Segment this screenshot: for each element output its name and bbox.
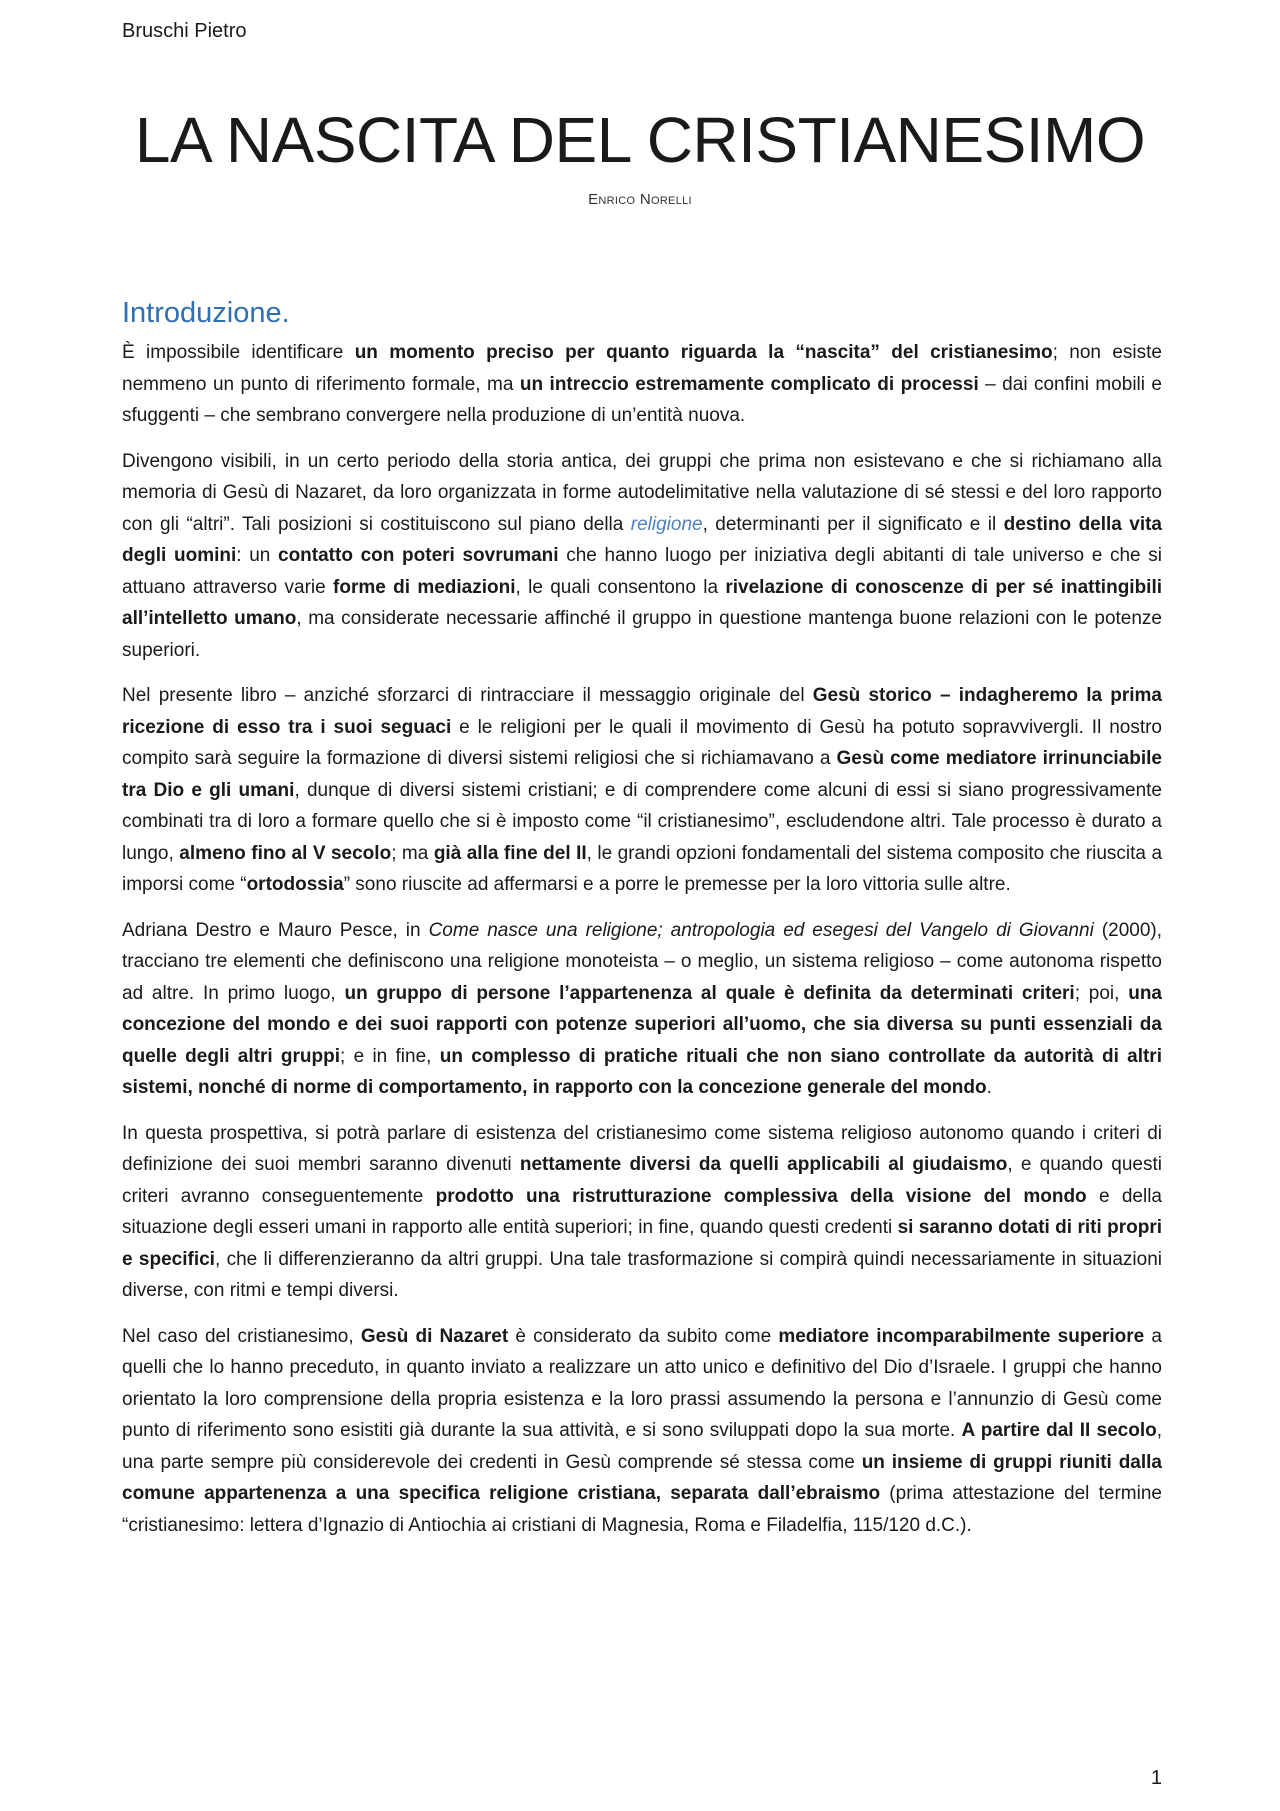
text-run: Nel presente libro – anziché sforzarci di rintracciare il messaggio originale del xyxy=(122,685,813,706)
bold-run: un gruppo di persone l’appartenenza al quale è definita da determinati criteri xyxy=(344,982,1075,1004)
text-run: Adriana Destro e Mauro Pesce, in xyxy=(122,919,429,941)
religione-link[interactable]: religione xyxy=(630,513,703,535)
text-run: è considerato da subito come xyxy=(508,1325,779,1347)
bold-run: Gesù come mediatore irrinunciabile tra Dio e gli umani xyxy=(122,748,1162,801)
text-run: e le religioni per le quali il movimento di Gesù ha potuto sopravvivergli. Il nostro compito sarà seguire la formazione di diversi sistemi religiosi che si richiamavano a xyxy=(122,716,1162,769)
text-run: e della situazione degli esseri umani in rapporto alle entità superiori; in fine, quando questi credenti xyxy=(122,1185,1162,1238)
bold-run: un momento preciso per quanto riguarda la “nascita” del cristianesimo xyxy=(354,342,1053,363)
bold-run: nettamente diversi da quelli applicabili al giudaismo xyxy=(519,1154,1008,1175)
bold-run: ortodossia xyxy=(246,874,344,895)
text-run: Divengono visibili, in un certo periodo della storia antica, dei gruppi che prima non esistevano e che si richiamano alla memoria di Gesù di Nazaret, da loro organizzata in forme autodelimitative nella valutazione di sé stessi e del loro rapporto con gli “altri”. Tali posizioni si costituiscono sul piano della xyxy=(122,450,1162,535)
italic-title: Come nasce una religione; antropologia ed esegesi del Vangelo di Giovanni xyxy=(428,919,1094,941)
text-run: ; e in fine, xyxy=(340,1045,440,1067)
text-run: , determinanti per il significato e il xyxy=(702,513,1004,535)
paragraph-4 xyxy=(122,915,1162,1104)
text-run: che hanno luogo per iniziativa degli abitanti di tale universo e che si attuano attraverso varie xyxy=(122,545,1162,598)
text-run: ; ma xyxy=(391,842,434,864)
bold-run: mediatore incomparabilmente superiore xyxy=(778,1325,1145,1347)
text-run: (2000), tracciano tre elementi che definiscono una religione monoteista – o meglio, un sistema religioso – come autonoma rispetto ad altre. In primo luogo, xyxy=(122,919,1162,1004)
page-number: 1 xyxy=(1150,1767,1162,1789)
bold-run: un insieme di gruppi riuniti dalla comune appartenenza a una specifica religione cristiana, separata dall’ebraismo xyxy=(122,1451,1162,1504)
bold-run: forme di mediazioni xyxy=(333,576,516,598)
bold-run: una concezione del mondo e dei suoi rapporti con potenze superiori all’uomo, che sia diversa su punti essenziali da quelle degli altri gruppi xyxy=(122,982,1162,1067)
bold-run: contatto con poteri sovrumani xyxy=(278,545,559,566)
bold-run: Gesù storico – indagheremo la prima ricezione di esso tra i suoi seguaci xyxy=(122,685,1162,738)
text-run: , che li differenzieranno da altri gruppi. Una tale trasformazione si compirà quindi necessariamente in situazioni diverse, con ritmi e tempi diversi. xyxy=(122,1248,1163,1301)
bold-run: rivelazione di conoscenze di per sé inattingibili all’intelletto umano xyxy=(122,576,1163,629)
text-run: . xyxy=(986,1077,992,1098)
section-heading: Introduzione. xyxy=(122,297,290,329)
bold-run: almeno fino al V secolo xyxy=(179,842,392,864)
text-run: a quelli che lo hanno preceduto, in quanto inviato a realizzare un atto unico e definitivo del Dio d’Israele. I gruppi che hanno orientato la loro comprensione della propria esistenza e la loro prassi assumendo la persona e l’annunzio di Gesù come punto di riferimento sono esistiti già durante la sua attività, e si sono sviluppati dopo la sua morte. xyxy=(122,1325,1162,1441)
bold-run: destino della vita degli uomini xyxy=(122,513,1163,566)
bold-run: un intreccio estremamente complicato di processi xyxy=(519,373,979,395)
bold-run: un complesso di pratiche rituali che non siano controllate da autorità di altri sistemi, nonché di norme di comportamento, in rapporto con la concezione generale del mondo xyxy=(122,1045,1162,1098)
bold-run: prodotto una ristrutturazione complessiva della visione del mondo xyxy=(435,1185,1087,1207)
text-run: Nel caso del cristianesimo, xyxy=(122,1325,361,1347)
text-run: : un xyxy=(236,545,278,566)
bold-run: si saranno dotati di riti propri e specifici xyxy=(122,1217,1162,1270)
paragraph-3 xyxy=(122,680,1162,901)
text-run: ; poi, xyxy=(1074,982,1129,1004)
document-title: LA NASCITA DEL CRISTIANESIMO xyxy=(134,104,1146,176)
text-run: , le quali consentono la xyxy=(515,576,726,598)
text-run: , ma considerate necessarie affinché il gruppo in questione mantenga buone relazioni con le potenze superiori. xyxy=(122,608,1163,661)
paragraph-5 xyxy=(122,1118,1162,1307)
text-run: ; non esiste nemmeno un punto di riferimento formale, ma xyxy=(122,342,1162,395)
text-run: , e quando questi criteri avranno conseguentemente xyxy=(122,1154,1162,1207)
header-author: Bruschi Pietro xyxy=(122,20,247,42)
text-run: – dai confini mobili e sfuggenti – che sembrano convergere nella produzione di un’entità nuova. xyxy=(122,373,1162,426)
paragraph-2 xyxy=(122,446,1162,667)
text-run: , le grandi opzioni fondamentali del sistema composito che riuscita a imporsi come “ xyxy=(122,842,1163,895)
text-run: , dunque di diversi sistemi cristiani; e di comprendere come alcuni di essi si siano progressivamente combinati tra di loro a formare quello che si è imposto come “il cristianesimo”, escludendone altri. Tale processo è durato a lungo, xyxy=(122,779,1162,864)
text-run: In questa prospettiva, si potrà parlare di esistenza del cristianesimo come sistema religioso autonomo quando i criteri di definizione dei suoi membri saranno divenuti xyxy=(122,1122,1162,1175)
bold-run: già alla fine del II xyxy=(433,842,587,864)
text-run: (prima attestazione del termine “cristianesimo: lettera d’Ignazio di Antiochia ai cristiani di Magnesia, Roma e Filadelfia, 115/120 d.C.). xyxy=(122,1483,1162,1536)
document-subtitle: Enrico Norelli xyxy=(588,191,692,208)
bold-run: Gesù di Nazaret xyxy=(360,1325,509,1347)
bold-run: A partire dal II secolo xyxy=(961,1420,1157,1441)
text-run: ” sono riuscite ad affermarsi e a porre le premesse per la loro vittoria sulle altre. xyxy=(343,874,1011,895)
text-run: , una parte sempre più considerevole dei credenti in Gesù comprende sé stessa come xyxy=(122,1420,1163,1473)
document-body xyxy=(122,337,1162,1555)
paragraph-6 xyxy=(122,1321,1162,1542)
text-run: È impossibile identificare xyxy=(122,342,355,363)
paragraph-1 xyxy=(122,337,1162,432)
